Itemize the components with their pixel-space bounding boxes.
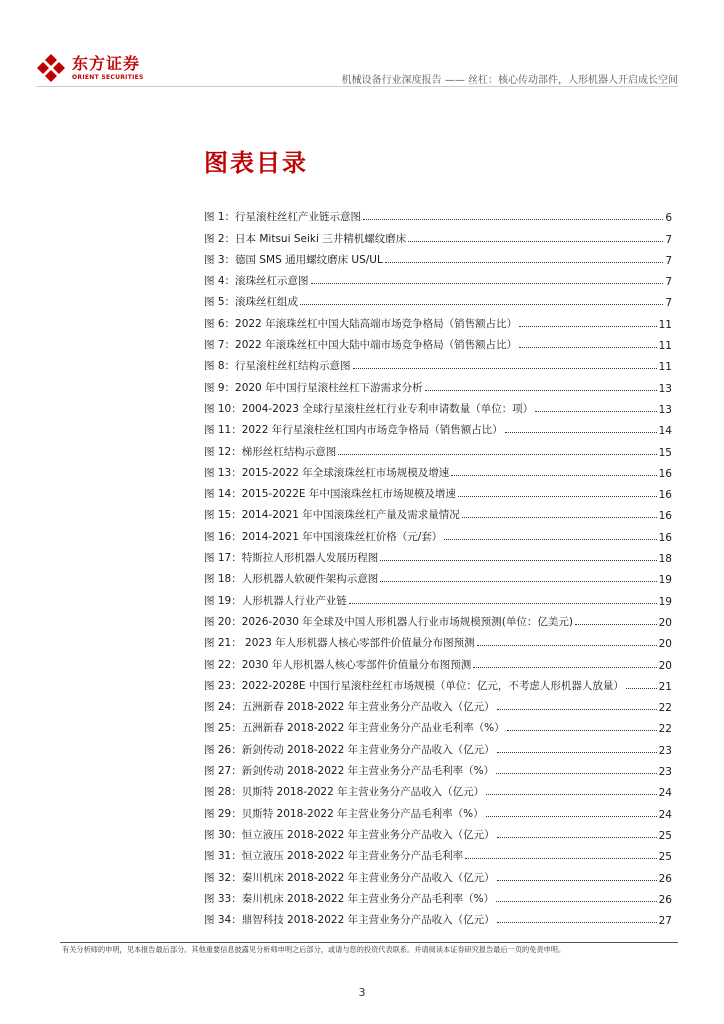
toc-dot-leader — [507, 730, 657, 731]
toc-entry[interactable] — [204, 565, 672, 586]
toc-entry-page: 6 — [665, 212, 672, 225]
toc-entry-label: 图 7：2022 年滚珠丝杠中国大陆中端市场竞争格局（销售额占比） — [204, 339, 518, 352]
toc-entry-label: 图 18：人形机器人软硬件架构示意图 — [204, 573, 379, 586]
toc-dot-leader — [626, 688, 657, 689]
toc-entry-page: 13 — [658, 382, 672, 395]
toc-entry[interactable] — [204, 459, 672, 480]
toc-entry-page: 25 — [658, 829, 672, 842]
toc-entry-page: 23 — [658, 766, 672, 779]
toc-entry-label: 图 20：2026-2030 年全球及中国人形机器人行业市场规模预测(单位：亿美元) — [204, 615, 573, 628]
toc-entry[interactable] — [204, 885, 672, 906]
toc-entry[interactable] — [204, 288, 672, 309]
toc-entry[interactable] — [204, 778, 672, 799]
toc-entry-page: 11 — [658, 361, 672, 374]
toc-entry-label: 图 19：人形机器人行业产业链 — [204, 594, 347, 607]
toc-entry-page: 16 — [658, 467, 672, 480]
report-title: 机械设备行业深度报告 —— 丝杠：核心传动部件，人形机器人开启成长空间 — [341, 75, 678, 86]
brand-name-en: ORIENT SECURITIES — [72, 73, 144, 81]
toc-entry-page: 15 — [658, 446, 672, 459]
toc-entry-label: 图 28：贝斯特 2018-2022 年主营业务分产品收入（亿元） — [204, 786, 485, 799]
toc-entry-page: 20 — [658, 659, 672, 672]
toc-entry[interactable] — [204, 672, 672, 693]
toc-entry-page: 20 — [658, 616, 672, 629]
toc-dot-leader — [575, 624, 657, 625]
toc-entry-page: 16 — [658, 489, 672, 502]
toc-entry-label: 图 8：行星滚柱丝杠结构示意图 — [204, 360, 351, 373]
toc-entry-page: 26 — [658, 893, 672, 906]
disclaimer-text: 有关分析师的申明，见本报告最后部分。其他重要信息披露见分析师申明之后部分，或请与您的投资代表联系。并请阅读本证券研究报告最后一页的免责申明。 — [62, 945, 566, 954]
toc-entry-page: 16 — [658, 510, 672, 523]
toc-entry[interactable] — [204, 309, 672, 330]
toc-entry-label: 图 31：恒立液压 2018-2022 年主营业务分产品毛利率 — [204, 850, 464, 863]
toc-entry[interactable] — [204, 437, 672, 458]
toc-entry[interactable] — [204, 757, 672, 778]
toc-dot-leader — [385, 262, 663, 263]
toc-entry-label: 图 25：五洲新春 2018-2022 年主营业务分产品业毛利率（%） — [204, 722, 505, 735]
brand-logo — [36, 52, 176, 84]
toc-entry-page: 11 — [658, 340, 672, 353]
toc-entry-page: 7 — [665, 297, 672, 310]
toc-entry-label: 图 26：新剑传动 2018-2022 年主营业务分产品收入（亿元） — [204, 743, 495, 756]
toc-entry-label: 图 2：日本 Mitsui Seiki 三井精机螺纹磨床 — [204, 232, 407, 245]
toc-entry-page: 27 — [658, 915, 672, 928]
toc-entry-label: 图 29：贝斯特 2018-2022 年主营业务分产品毛利率（%） — [204, 807, 484, 820]
toc-entry-page: 26 — [658, 872, 672, 885]
toc-dot-leader — [338, 454, 656, 455]
page-number: 3 — [358, 986, 366, 999]
toc-entry-page: 11 — [658, 318, 672, 331]
toc-entry-label: 图 24：五洲新春 2018-2022 年主营业务分产品收入（亿元） — [204, 701, 495, 714]
toc-dot-leader — [535, 411, 656, 412]
toc-entry[interactable] — [204, 544, 672, 565]
toc-dot-leader — [496, 773, 657, 774]
toc-dot-leader — [444, 539, 656, 540]
toc-dot-leader — [486, 816, 657, 817]
toc-entry-label: 图 17：特斯拉人形机器人发展历程图 — [204, 552, 379, 565]
toc-entry[interactable] — [204, 331, 672, 352]
toc-entry-label: 图 3：德国 SMS 通用螺纹磨床 US/UL — [204, 253, 383, 266]
toc-dot-leader — [497, 752, 657, 753]
toc-entry[interactable] — [204, 693, 672, 714]
toc-entry-page: 19 — [658, 595, 672, 608]
toc-dot-leader — [349, 603, 657, 604]
toc-entry[interactable] — [204, 373, 672, 394]
toc-entry-label: 图 14：2015-2022E 年中国滚珠丝杠市场规模及增速 — [204, 488, 456, 501]
toc-dot-leader — [519, 326, 657, 327]
toc-dot-leader — [497, 709, 657, 710]
toc-entry-label: 图 10：2004-2023 全球行星滚柱丝杠行业专利申请数量（单位：项） — [204, 402, 534, 415]
page-header — [0, 0, 724, 92]
toc-entry-label: 图 5：滚珠丝杠组成 — [204, 296, 299, 309]
toc-entry-label: 图 12：梯形丝杠结构示意图 — [204, 445, 337, 458]
toc-entry-page: 24 — [658, 787, 672, 800]
brand-name-cn: 东方证券 — [72, 53, 141, 73]
toc-dot-leader — [519, 347, 657, 348]
toc-dot-leader — [473, 667, 656, 668]
toc-dot-leader — [451, 475, 656, 476]
toc-entry[interactable] — [204, 842, 672, 863]
toc-entry[interactable] — [204, 735, 672, 756]
toc-entry-page: 24 — [658, 808, 672, 821]
toc-entry-page: 14 — [658, 425, 672, 438]
toc-entry-page: 23 — [658, 744, 672, 757]
toc-entry[interactable] — [204, 352, 672, 373]
toc-entry-page: 22 — [658, 723, 672, 736]
toc-entry-label: 图 21： 2023 年人形机器人核心零部件价值量分布图预测 — [204, 637, 475, 650]
toc-entry-label: 图 27：新剑传动 2018-2022 年主营业务分产品毛利率（%） — [204, 765, 495, 778]
toc-dot-leader — [486, 794, 657, 795]
toc-dot-leader — [497, 837, 657, 838]
toc-entry[interactable] — [204, 395, 672, 416]
toc-entry-page: 22 — [658, 702, 672, 715]
toc-entry[interactable] — [204, 906, 672, 927]
toc-entry[interactable] — [204, 821, 672, 842]
toc-entry[interactable] — [204, 203, 672, 224]
toc-dot-leader — [505, 432, 657, 433]
toc-entry-page: 18 — [658, 553, 672, 566]
toc-entry-label: 图 32：秦川机床 2018-2022 年主营业务分产品收入（亿元） — [204, 871, 495, 884]
toc-dot-leader — [462, 517, 657, 518]
toc-entry[interactable] — [204, 629, 672, 650]
toc-entry-page: 7 — [665, 233, 672, 246]
toc-entry-page: 7 — [665, 276, 672, 289]
toc-dot-leader — [465, 858, 657, 859]
toc-entry-page: 21 — [658, 680, 672, 693]
toc-dot-leader — [353, 368, 657, 369]
toc-entry-label: 图 13：2015-2022 年全球滚珠丝杠市场规模及增速 — [204, 466, 450, 479]
orient-securities-logo-icon — [36, 53, 66, 83]
toc-dot-leader — [497, 880, 657, 881]
toc-entry-page: 20 — [658, 638, 672, 651]
toc-entry[interactable] — [204, 267, 672, 288]
toc-entry[interactable] — [204, 586, 672, 607]
toc-entry[interactable] — [204, 501, 672, 522]
toc-entry-page: 16 — [658, 531, 672, 544]
toc-entry[interactable] — [204, 416, 672, 437]
toc-entry-label: 图 30：恒立液压 2018-2022 年主营业务分产品收入（亿元） — [204, 828, 495, 841]
toc-entry-label: 图 4：滚珠丝杠示意图 — [204, 275, 309, 288]
page-title: 图表目录 — [204, 149, 308, 177]
toc-entry-label: 图 23：2022-2028E 中国行星滚柱丝杠市场规模（单位：亿元，不考虑人形机器人放量） — [204, 679, 624, 692]
toc-dot-leader — [425, 390, 657, 391]
toc-entry-page: 13 — [658, 403, 672, 416]
toc-entry-page: 19 — [658, 574, 672, 587]
toc-dot-leader — [380, 560, 656, 561]
toc-entry[interactable] — [204, 522, 672, 543]
toc-entry-label: 图 16：2014-2021 年中国滚珠丝杠价格（元/套） — [204, 530, 443, 543]
toc-dot-leader — [496, 901, 657, 902]
toc-dot-leader — [497, 922, 657, 923]
toc-entry[interactable] — [204, 246, 672, 267]
toc-entry-label: 图 1：行星滚柱丝杠产业链示意图 — [204, 211, 362, 224]
footer-divider — [60, 942, 678, 943]
toc-entry[interactable] — [204, 480, 672, 501]
toc-entry-label: 图 11：2022 年行星滚柱丝杠国内市场竞争格局（销售额占比） — [204, 424, 503, 437]
toc-entry-label: 图 9：2020 年中国行星滚柱丝杠下游需求分析 — [204, 381, 423, 394]
toc-dot-leader — [363, 219, 663, 220]
toc-dot-leader — [408, 241, 663, 242]
table-of-figures — [204, 203, 672, 927]
toc-entry-label: 图 22：2030 年人形机器人核心零部件价值量分布图预测 — [204, 658, 472, 671]
toc-dot-leader — [311, 283, 664, 284]
toc-entry[interactable] — [204, 714, 672, 735]
toc-dot-leader — [380, 581, 656, 582]
toc-dot-leader — [300, 304, 663, 305]
toc-entry-label: 图 33：秦川机床 2018-2022 年主营业务分产品毛利率（%） — [204, 892, 495, 905]
toc-entry[interactable] — [204, 799, 672, 820]
toc-entry-label: 图 34：鼎智科技 2018-2022 年主营业务分产品收入（亿元） — [204, 914, 495, 927]
toc-entry[interactable] — [204, 224, 672, 245]
toc-dot-leader — [477, 645, 657, 646]
header-divider — [36, 86, 678, 87]
toc-entry-label: 图 15：2014-2021 年中国滚珠丝杠产量及需求量情况 — [204, 509, 460, 522]
toc-entry-label: 图 6：2022 年滚珠丝杠中国大陆高端市场竞争格局（销售额占比） — [204, 317, 518, 330]
toc-dot-leader — [458, 496, 657, 497]
toc-entry[interactable] — [204, 650, 672, 671]
toc-entry[interactable] — [204, 608, 672, 629]
toc-entry-page: 25 — [658, 851, 672, 864]
toc-entry-page: 7 — [665, 254, 672, 267]
toc-entry[interactable] — [204, 863, 672, 884]
